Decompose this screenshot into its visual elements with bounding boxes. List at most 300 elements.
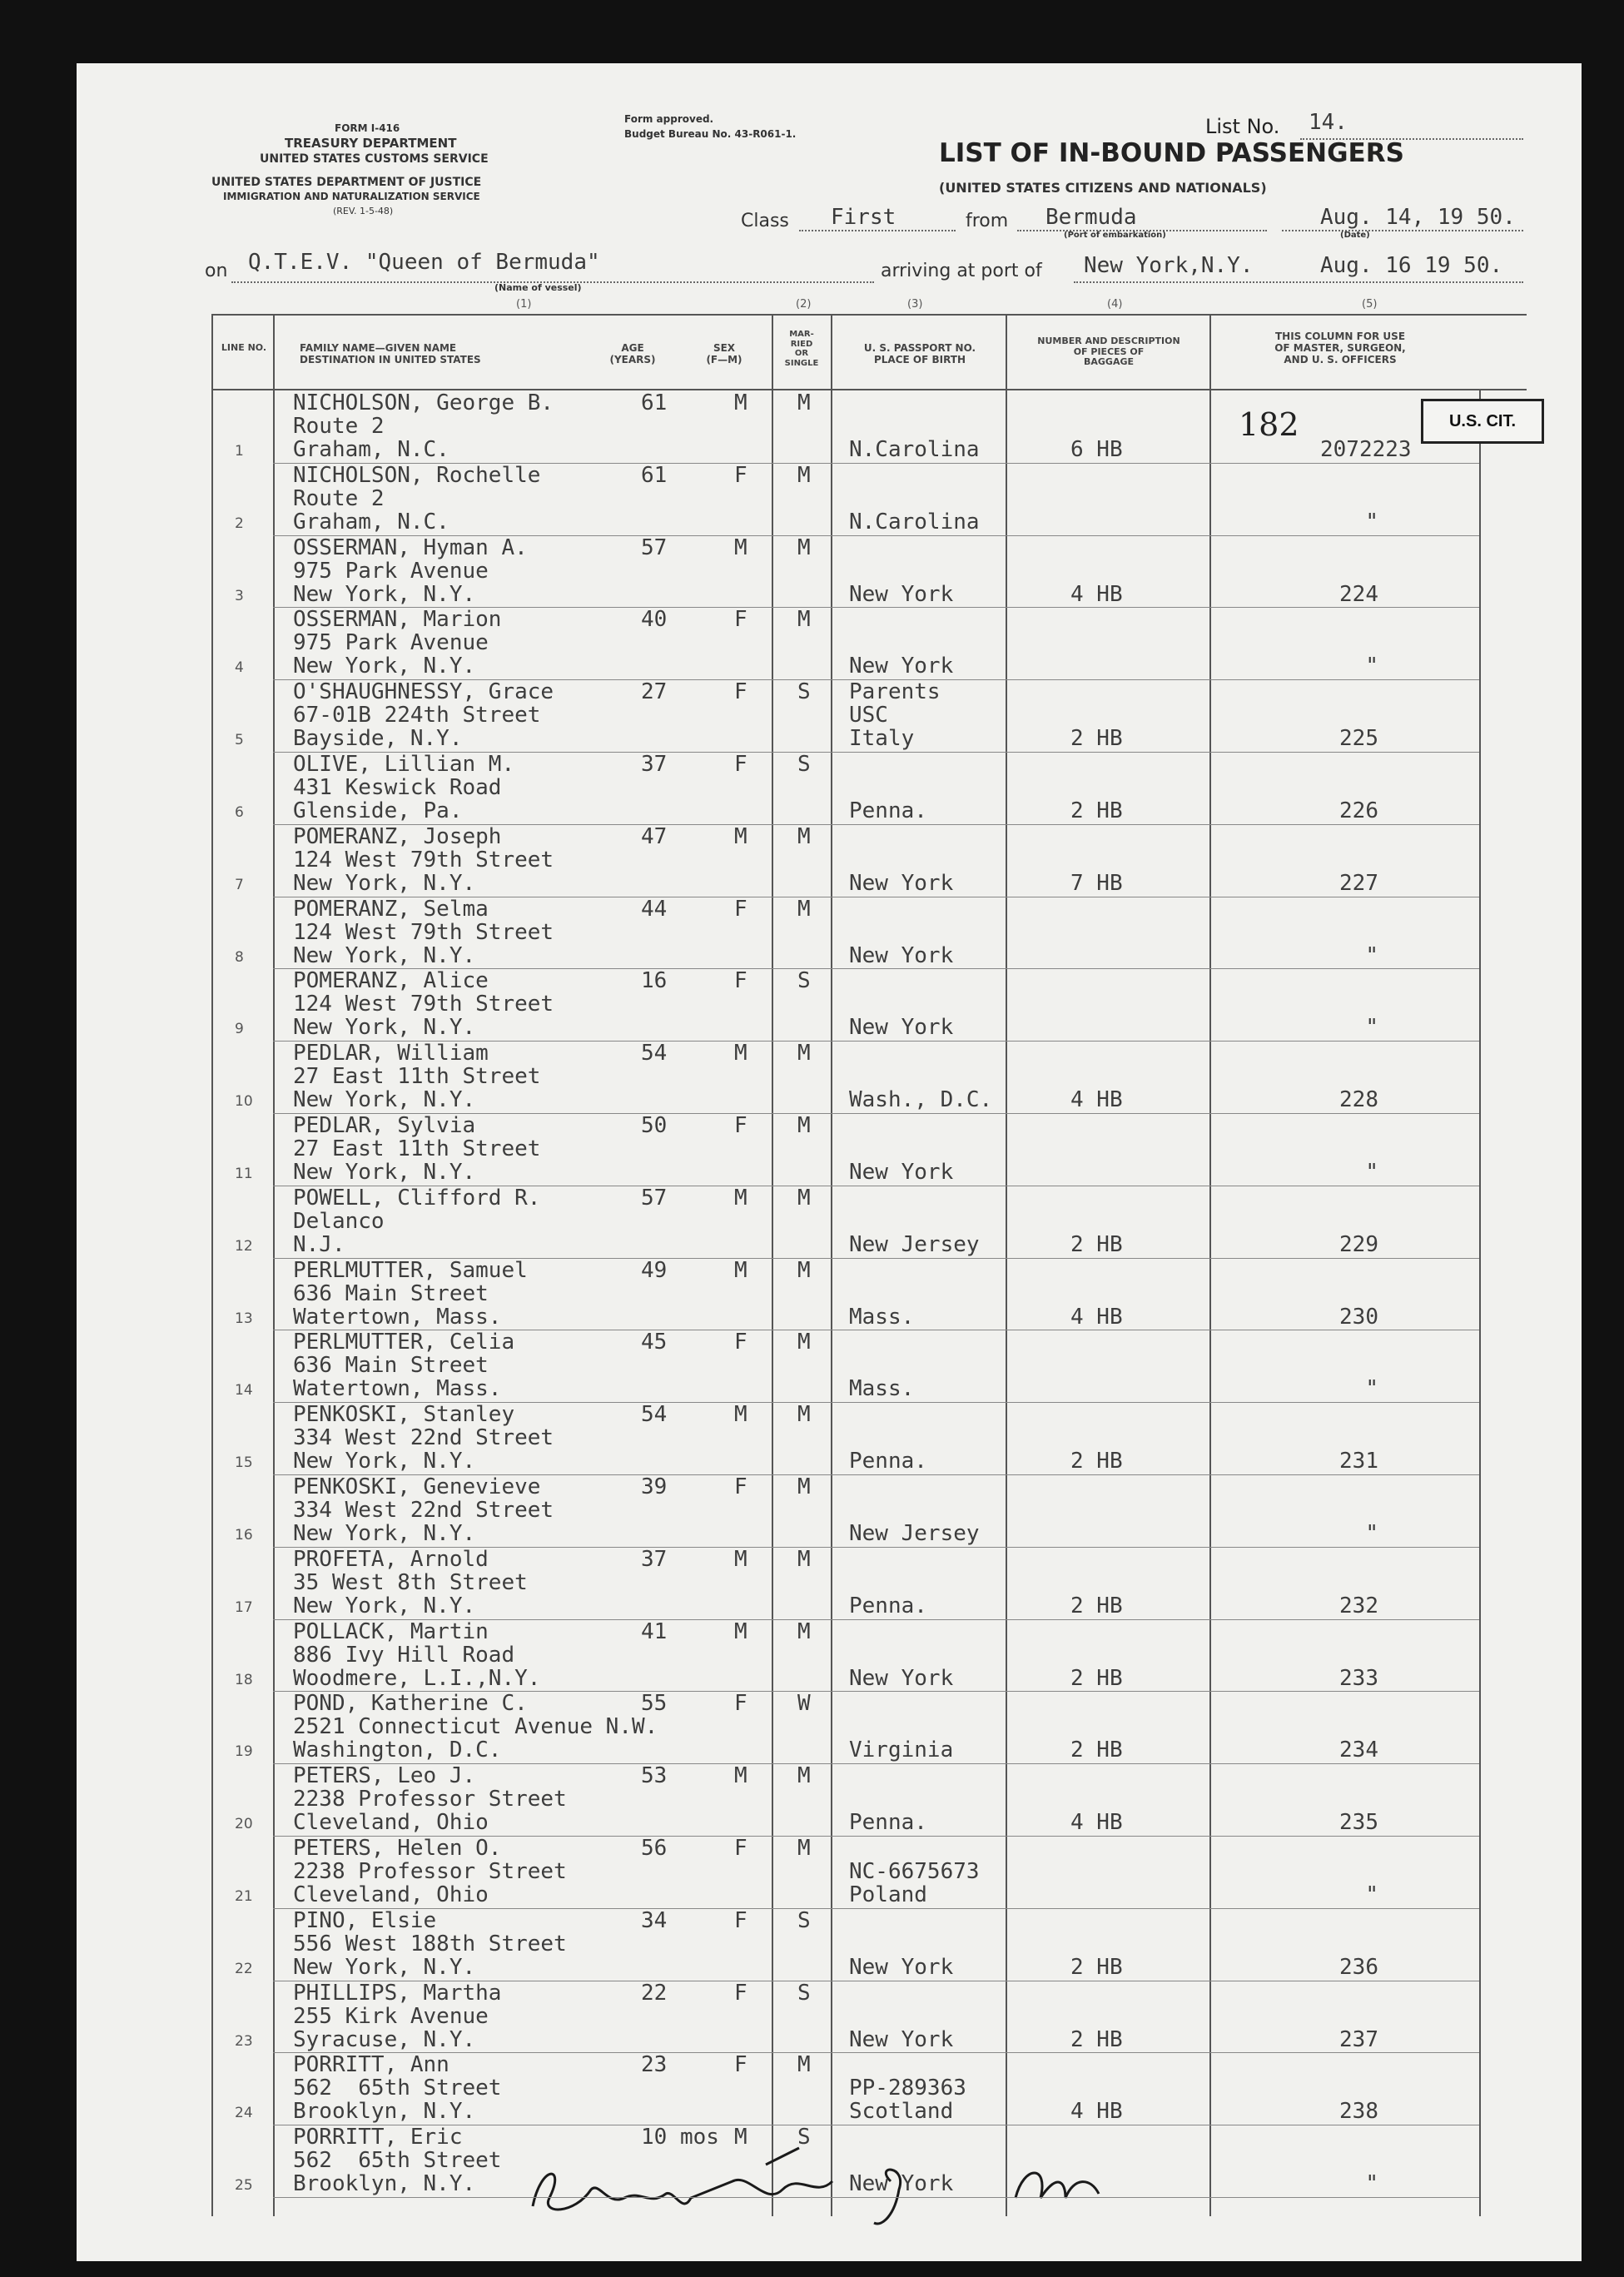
officers-use: " — [1365, 2171, 1378, 2197]
address-street: 562 65th Street — [293, 2076, 502, 2101]
line-number: 21 — [235, 1888, 253, 1905]
marital-status: M — [797, 1257, 811, 1283]
place-of-birth: Penna. — [849, 1810, 927, 1836]
address-street: 975 Park Avenue — [293, 558, 489, 584]
marital-status: M — [797, 1185, 811, 1211]
place-of-birth: New York — [849, 2026, 954, 2052]
budget-bureau-line: Budget Bureau No. 43-R061-1. — [624, 128, 797, 140]
address-street: 636 Main Street — [293, 1280, 489, 1306]
marital-status: S — [797, 679, 811, 705]
passenger-age: 34 — [641, 1907, 668, 1933]
marital-status: M — [797, 1474, 811, 1499]
address-city: Brooklyn, N.Y. — [293, 2099, 476, 2125]
arriving-label: arriving at port of — [881, 261, 1042, 281]
passport-line-2: USC — [849, 703, 888, 728]
address-street: 27 East 11th Street — [293, 1064, 541, 1090]
line-number: 17 — [235, 1598, 253, 1616]
baggage: 7 HB — [1070, 870, 1123, 896]
address-city: Woodmere, L.I.,N.Y. — [293, 1665, 541, 1691]
form-service: UNITED STATES CUSTOMS SERVICE — [260, 152, 489, 166]
marital-status: S — [797, 752, 811, 777]
vessel-caption: (Name of vessel) — [494, 282, 582, 293]
marital-status: M — [797, 1041, 811, 1066]
officers-use: 232 — [1339, 1593, 1378, 1618]
place-of-birth: New Jersey — [849, 1231, 980, 1257]
marital-status: M — [797, 2052, 811, 2078]
address-street: 124 West 79th Street — [293, 919, 554, 945]
passenger-age: 57 — [641, 534, 668, 560]
passenger-name: POMERANZ, Alice — [293, 968, 489, 994]
address-city: Brooklyn, N.Y. — [293, 2171, 476, 2197]
passenger-name: OSSERMAN, Marion — [293, 607, 502, 633]
officers-use: 231 — [1339, 1449, 1378, 1474]
line-number: 9 — [235, 1021, 244, 1038]
address-street: 124 West 79th Street — [293, 847, 554, 873]
marital-status: M — [797, 1402, 811, 1428]
baggage: 4 HB — [1070, 1304, 1123, 1330]
place-of-birth: New York — [849, 2171, 954, 2197]
officers-use: 224 — [1339, 581, 1378, 607]
column-rule — [772, 314, 773, 2216]
column-rule — [1479, 389, 1481, 2216]
address-city: New York, N.Y. — [293, 1593, 476, 1618]
place-of-birth: Penna. — [849, 798, 927, 823]
line-number: 25 — [235, 2177, 253, 2195]
line-number: 8 — [235, 948, 244, 966]
marital-status: M — [797, 534, 811, 560]
header-married-single: MAR- RIED OR SINGLE — [784, 330, 819, 368]
form-title: LIST OF IN-BOUND PASSENGERS — [939, 138, 1404, 168]
passenger-name: PEDLAR, William — [293, 1041, 489, 1066]
passenger-sex: M — [734, 1402, 747, 1428]
marital-status: M — [797, 462, 811, 488]
officers-use: 233 — [1339, 1665, 1378, 1691]
column-number-4: (4) — [1107, 298, 1123, 311]
passenger-name: POND, Katherine C. — [293, 1691, 528, 1717]
place-of-birth: Mass. — [849, 1376, 915, 1402]
baggage: 2 HB — [1070, 726, 1123, 752]
passenger-age: 56 — [641, 1836, 668, 1861]
address-city: Graham, N.C. — [293, 437, 449, 462]
address-street: Route 2 — [293, 414, 385, 439]
passenger-age: 37 — [641, 752, 668, 777]
passenger-age: 47 — [641, 823, 668, 849]
address-city: Glenside, Pa. — [293, 798, 463, 823]
line-number: 22 — [235, 1960, 253, 1977]
passenger-name: O'SHAUGHNESSY, Grace — [293, 679, 554, 705]
passenger-sex: M — [734, 1763, 747, 1789]
passenger-sex: F — [734, 896, 747, 922]
address-city: Washington, D.C. — [293, 1738, 502, 1763]
officers-use: 227 — [1339, 870, 1378, 896]
place-of-birth: Mass. — [849, 1304, 915, 1330]
address-street: Route 2 — [293, 485, 385, 511]
on-label: on — [205, 261, 228, 281]
baggage: 2 HB — [1070, 1231, 1123, 1257]
line-number: 19 — [235, 1743, 253, 1761]
passenger-sex: F — [734, 462, 747, 488]
baggage: 4 HB — [1070, 1087, 1123, 1113]
marital-status: M — [797, 1763, 811, 1789]
address-street: 334 West 22nd Street — [293, 1425, 554, 1451]
column-rule — [831, 314, 832, 2216]
handwritten-182: 182 — [1239, 406, 1299, 443]
line-number: 7 — [235, 876, 244, 893]
line-number: 12 — [235, 1237, 253, 1255]
baggage: 2 HB — [1070, 1665, 1123, 1691]
address-city: Bayside, N.Y. — [293, 726, 463, 752]
address-city: Watertown, Mass. — [293, 1376, 502, 1402]
line-number: 1 — [235, 443, 244, 460]
row-separator — [273, 2197, 1479, 2198]
marital-status: M — [797, 1618, 811, 1644]
address-city: N.J. — [293, 1231, 345, 1257]
approval-line: Form approved. — [624, 113, 714, 125]
passenger-sex: F — [734, 968, 747, 994]
header-age: AGE (YEARS) — [609, 342, 656, 365]
passenger-age: 53 — [641, 1763, 668, 1789]
passenger-sex: M — [734, 1257, 747, 1283]
baggage: 2 HB — [1070, 798, 1123, 823]
passenger-age: 61 — [641, 390, 668, 415]
address-city: New York, N.Y. — [293, 1954, 476, 1980]
header-sex: SEX (F—M) — [706, 342, 742, 365]
passenger-age: 45 — [641, 1330, 668, 1355]
us-citizen-stamp: U.S. CIT. — [1421, 399, 1544, 444]
officers-use: " — [1365, 1882, 1378, 1907]
address-street: 886 Ivy Hill Road — [293, 1642, 515, 1668]
line-number: 10 — [235, 1093, 253, 1111]
passenger-age: 57 — [641, 1185, 668, 1211]
passenger-name: PERLMUTTER, Celia — [293, 1330, 515, 1355]
port-caption: (Port of embarkation) — [1064, 231, 1166, 240]
column-rule — [1006, 314, 1007, 2216]
date-line — [1282, 230, 1523, 231]
passenger-name: PETERS, Helen O. — [293, 1836, 502, 1861]
passenger-age: 39 — [641, 1474, 668, 1499]
passenger-sex: F — [734, 1980, 747, 2006]
agency-service: IMMIGRATION AND NATURALIZATION SERVICE — [223, 191, 480, 202]
officers-use: 234 — [1339, 1738, 1378, 1763]
column-number-3: (3) — [907, 298, 923, 311]
address-city: New York, N.Y. — [293, 654, 476, 679]
place-of-birth: N.Carolina — [849, 437, 980, 462]
address-street: 636 Main Street — [293, 1353, 489, 1379]
address-city: Cleveland, Ohio — [293, 1810, 489, 1836]
address-city: New York, N.Y. — [293, 1015, 476, 1041]
vessel-value: Q.T.E.V. "Queen of Bermuda" — [248, 250, 600, 275]
address-city: New York, N.Y. — [293, 942, 476, 968]
officers-use: " — [1365, 509, 1378, 534]
place-of-birth: Virginia — [849, 1738, 954, 1763]
line-number: 4 — [235, 659, 244, 677]
passenger-sex: M — [734, 1185, 747, 1211]
baggage: 4 HB — [1070, 2099, 1123, 2125]
marital-status: S — [797, 968, 811, 994]
place-of-birth: N.Carolina — [849, 509, 980, 534]
marital-status: M — [797, 896, 811, 922]
address-street: 2238 Professor Street — [293, 1787, 567, 1812]
column-number-2: (2) — [796, 298, 812, 311]
address-city: Watertown, Mass. — [293, 1304, 502, 1330]
officers-use: 2072223 — [1320, 437, 1412, 462]
address-city: New York, N.Y. — [293, 1160, 476, 1185]
passenger-name: PENKOSKI, Stanley — [293, 1402, 515, 1428]
passenger-age: 22 — [641, 1980, 668, 2006]
officers-use: " — [1365, 1160, 1378, 1185]
place-of-birth: New Jersey — [849, 1521, 980, 1546]
baggage: 2 HB — [1070, 1449, 1123, 1474]
handwritten-signature — [516, 2131, 1115, 2231]
arrival-date-value: Aug. 16 19 50. — [1320, 253, 1503, 278]
marital-status: S — [797, 2125, 811, 2150]
place-of-birth: Wash., D.C. — [849, 1087, 993, 1113]
passenger-age: 10 mos — [641, 2125, 719, 2150]
officers-use: 226 — [1339, 798, 1378, 823]
place-of-birth: New York — [849, 870, 954, 896]
header-officers-use: THIS COLUMN FOR USE OF MASTER, SURGEON, AND U. S. OFFICERS — [1274, 331, 1406, 365]
address-street: 556 West 188th Street — [293, 1931, 567, 1956]
line-number: 3 — [235, 587, 244, 604]
passenger-name: POMERANZ, Selma — [293, 896, 489, 922]
column-rule — [211, 314, 213, 2216]
address-street: 334 West 22nd Street — [293, 1498, 554, 1523]
line-number: 16 — [235, 1527, 253, 1544]
from-label: from — [966, 211, 1009, 231]
address-city: New York, N.Y. — [293, 1521, 476, 1546]
header-line-no: LINE NO. — [221, 342, 267, 353]
address-city: Syracuse, N.Y. — [293, 2026, 476, 2052]
date-caption: (Date) — [1340, 231, 1370, 240]
address-street: 67-01B 224th Street — [293, 703, 541, 728]
address-city: New York, N.Y. — [293, 1087, 476, 1113]
passport-line-2: PP-289363 — [849, 2076, 966, 2101]
passenger-name: PENKOSKI, Genevieve — [293, 1474, 541, 1499]
place-of-birth: New York — [849, 1954, 954, 1980]
column-rule — [1209, 314, 1211, 2216]
passenger-sex: M — [734, 823, 747, 849]
officers-use: 228 — [1339, 1087, 1378, 1113]
line-number: 15 — [235, 1454, 253, 1472]
marital-status: W — [797, 1691, 811, 1717]
marital-status: M — [797, 1836, 811, 1861]
marital-status: S — [797, 1980, 811, 2006]
passenger-age: 37 — [641, 1546, 668, 1572]
passenger-sex: F — [734, 1330, 747, 1355]
passenger-sex: M — [734, 390, 747, 415]
place-of-birth: Italy — [849, 726, 915, 752]
header-baggage: NUMBER AND DESCRIPTION OF PIECES OF BAGGAGE — [1037, 336, 1180, 368]
officers-use: " — [1365, 942, 1378, 968]
marital-status: S — [797, 1907, 811, 1933]
address-street: 124 West 79th Street — [293, 992, 554, 1017]
class-value: First — [831, 205, 896, 230]
passenger-name: NICHOLSON, George B. — [293, 390, 554, 415]
passenger-age: 23 — [641, 2052, 668, 2078]
from-port-value: Bermuda — [1045, 205, 1137, 230]
passenger-sex: F — [734, 2052, 747, 2078]
passenger-sex: F — [734, 752, 747, 777]
place-of-birth: New York — [849, 1015, 954, 1041]
officers-use: 235 — [1339, 1810, 1378, 1836]
line-number: 2 — [235, 515, 244, 532]
passenger-sex: M — [734, 1618, 747, 1644]
marital-status: M — [797, 1113, 811, 1138]
officers-use: 225 — [1339, 726, 1378, 752]
officers-use: 229 — [1339, 1231, 1378, 1257]
address-city: Graham, N.C. — [293, 509, 449, 534]
row-separator — [273, 2052, 1479, 2053]
passenger-sex: F — [734, 1907, 747, 1933]
list-no-label: List No. — [1205, 115, 1280, 138]
place-of-birth: New York — [849, 1160, 954, 1185]
address-city: New York, N.Y. — [293, 1449, 476, 1474]
place-of-birth: Penna. — [849, 1593, 927, 1618]
address-street: 27 East 11th Street — [293, 1136, 541, 1161]
marital-status: M — [797, 1546, 811, 1572]
marital-status: M — [797, 1330, 811, 1355]
address-city: New York, N.Y. — [293, 581, 476, 607]
address-city: Cleveland, Ohio — [293, 1882, 489, 1907]
line-number: 20 — [235, 1816, 253, 1833]
column-number-5: (5) — [1362, 298, 1378, 311]
passenger-name: OLIVE, Lillian M. — [293, 752, 515, 777]
place-of-birth: New York — [849, 581, 954, 607]
passenger-sex: F — [734, 679, 747, 705]
officers-use: 236 — [1339, 1954, 1378, 1980]
baggage: 2 HB — [1070, 1593, 1123, 1618]
passenger-name: OSSERMAN, Hyman A. — [293, 534, 528, 560]
class-label: Class — [741, 211, 789, 231]
form-subtitle: (UNITED STATES CITIZENS AND NATIONALS) — [939, 180, 1267, 196]
passenger-age: 40 — [641, 607, 668, 633]
departure-date-value: Aug. 14, 19 50. — [1320, 205, 1516, 230]
passenger-sex: M — [734, 1546, 747, 1572]
passenger-age: 16 — [641, 968, 668, 994]
address-street: 2238 Professor Street — [293, 1859, 567, 1884]
passenger-name: PEDLAR, Sylvia — [293, 1113, 476, 1138]
class-line — [799, 230, 956, 231]
officers-use: " — [1365, 1376, 1378, 1402]
address-street: 431 Keswick Road — [293, 775, 502, 800]
passenger-age: 54 — [641, 1041, 668, 1066]
baggage: 6 HB — [1070, 437, 1123, 462]
place-of-birth: Scotland — [849, 2099, 954, 2125]
marital-status: M — [797, 607, 811, 633]
form-department: TREASURY DEPARTMENT — [285, 136, 457, 151]
passenger-sex: F — [734, 1836, 747, 1861]
passenger-name: NICHOLSON, Rochelle — [293, 462, 541, 488]
passenger-age: 44 — [641, 896, 668, 922]
passenger-name: PETERS, Leo J. — [293, 1763, 476, 1789]
passenger-name: PINO, Elsie — [293, 1907, 437, 1933]
baggage: 4 HB — [1070, 581, 1123, 607]
header-name-destination: FAMILY NAME—GIVEN NAME DESTINATION IN UNITED STATES — [300, 342, 481, 365]
line-number: 11 — [235, 1166, 253, 1182]
marital-status: M — [797, 823, 811, 849]
row-separator — [273, 1908, 1479, 1909]
arrival-port-value: New York,N.Y. — [1084, 253, 1254, 278]
baggage: 4 HB — [1070, 1810, 1123, 1836]
passenger-age: 27 — [641, 679, 668, 705]
baggage: 2 HB — [1070, 1954, 1123, 1980]
address-street: 2521 Connecticut Avenue N.W. — [293, 1714, 658, 1740]
passenger-age: 49 — [641, 1257, 668, 1283]
passport-line-2: NC-6675673 — [849, 1859, 980, 1884]
passenger-sex: M — [734, 2125, 747, 2150]
table-top-rule — [211, 314, 1527, 316]
passenger-name: PROFETA, Arnold — [293, 1546, 489, 1572]
place-of-birth: New York — [849, 654, 954, 679]
passenger-age: 61 — [641, 462, 668, 488]
officers-use: 230 — [1339, 1304, 1378, 1330]
marital-status: M — [797, 390, 811, 415]
column-rule — [273, 314, 275, 2216]
address-street: 562 65th Street — [293, 2148, 502, 2174]
place-of-birth: Penna. — [849, 1449, 927, 1474]
officers-use: " — [1365, 654, 1378, 679]
address-street: 255 Kirk Avenue — [293, 2003, 489, 2029]
line-number: 18 — [235, 1671, 253, 1688]
passenger-age: 55 — [641, 1691, 668, 1717]
line-number: 14 — [235, 1382, 253, 1400]
line-number: 23 — [235, 2032, 253, 2050]
passenger-sex: F — [734, 1113, 747, 1138]
passenger-sex: M — [734, 1041, 747, 1066]
passenger-age: 41 — [641, 1618, 668, 1644]
address-street: 975 Park Avenue — [293, 630, 489, 656]
officers-use: " — [1365, 1521, 1378, 1546]
officers-use: 238 — [1339, 2099, 1378, 2125]
passenger-age: 54 — [641, 1402, 668, 1428]
officers-use: " — [1365, 1015, 1378, 1041]
address-street: Delanco — [293, 1208, 385, 1234]
passenger-name: POWELL, Clifford R. — [293, 1185, 541, 1211]
passenger-name: PORRITT, Ann — [293, 2052, 449, 2078]
list-no-value: 14. — [1309, 110, 1348, 135]
baggage: 2 HB — [1070, 1738, 1123, 1763]
passenger-name: POLLACK, Martin — [293, 1618, 489, 1644]
line-number: 24 — [235, 2105, 253, 2122]
line-number: 13 — [235, 1310, 253, 1327]
arrival-port-line — [1074, 281, 1523, 283]
agency-line: UNITED STATES DEPARTMENT OF JUSTICE — [211, 176, 482, 189]
place-of-birth: New York — [849, 942, 954, 968]
passenger-name: PORRITT, Eric — [293, 2125, 463, 2150]
passport-line-1: Parents — [849, 679, 941, 705]
line-number: 6 — [235, 804, 244, 821]
place-of-birth: New York — [849, 1665, 954, 1691]
form-number: FORM I-416 — [335, 122, 400, 134]
passenger-sex: F — [734, 1474, 747, 1499]
passenger-sex: M — [734, 534, 747, 560]
passenger-age: 50 — [641, 1113, 668, 1138]
baggage: 2 HB — [1070, 2026, 1123, 2052]
line-number: 5 — [235, 732, 244, 749]
passenger-name: POMERANZ, Joseph — [293, 823, 502, 849]
place-of-birth: Poland — [849, 1882, 927, 1907]
passenger-sex: F — [734, 1691, 747, 1717]
address-city: New York, N.Y. — [293, 870, 476, 896]
passenger-name: PERLMUTTER, Samuel — [293, 1257, 528, 1283]
address-street: 35 West 8th Street — [293, 1569, 528, 1595]
officers-use: 237 — [1339, 2026, 1378, 2052]
form-revision: (REV. 1-5-48) — [333, 206, 394, 216]
column-number-1: (1) — [516, 298, 532, 311]
passenger-name: PHILLIPS, Martha — [293, 1980, 502, 2006]
header-passport-birth: U. S. PASSPORT NO. PLACE OF BIRTH — [863, 342, 976, 365]
passenger-sex: F — [734, 607, 747, 633]
